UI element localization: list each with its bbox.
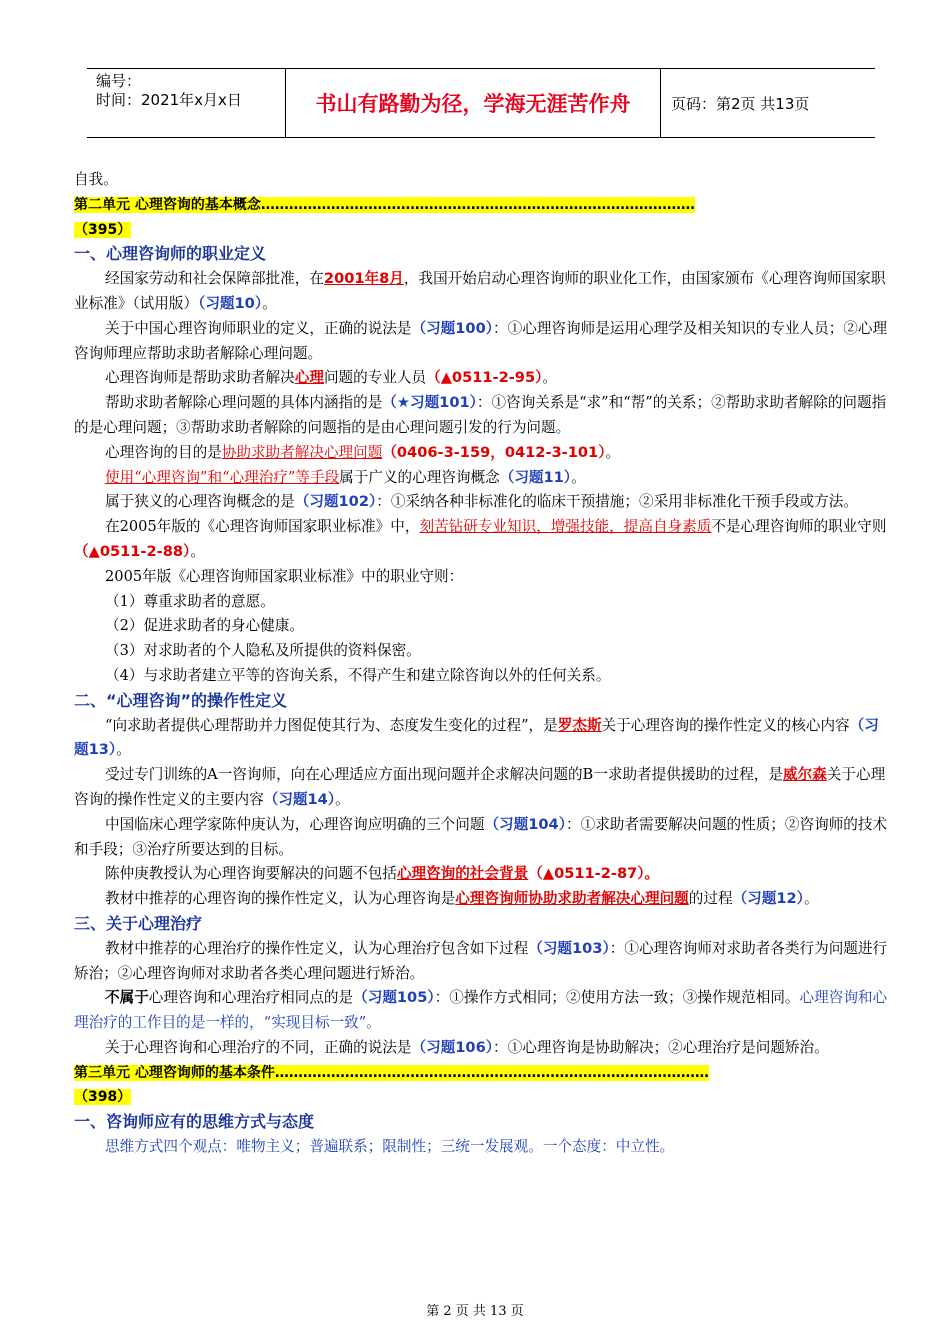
paragraph: 属于狭义的心理咨询概念的是（习题102）：①采纳各种非标准化的临床干预措施；②采用非标准化干预手段或方法。 xyxy=(105,493,858,511)
key-term: 罗杰斯 xyxy=(557,716,602,734)
exercise-ref: （习题13） xyxy=(74,716,879,759)
unit-title: 第二单元 心理咨询的基本概念 xyxy=(74,196,261,213)
paragraph: 思维方式四个观点：唯物主义；普遍联系；限制性；三统一发展观。一个态度：中立性。 xyxy=(105,1138,675,1156)
key-term: 使用“心理咨询”和“心理治疗”等手段 xyxy=(105,468,340,486)
exam-ref: （▲0511-2-88） xyxy=(74,542,191,560)
unit-leader-dots: ………………………………………………………………………………… xyxy=(274,1064,709,1081)
section-heading: 一、咨询师应有的思维方式与态度 xyxy=(74,1112,315,1132)
key-term: 协助求助者解决心理问题 xyxy=(221,443,383,461)
list-item: （3）对求助者的个人隐私及所提供的资料保密。 xyxy=(105,642,421,660)
key-term: 威尔森 xyxy=(783,766,827,784)
paragraph: 2005年版《心理咨询师国家职业标准》中的职业守则： xyxy=(105,567,464,585)
exercise-ref: （习题100） xyxy=(411,319,494,337)
exercise-ref: （习题102） xyxy=(294,493,377,511)
paragraph: 陈仲庚教授认为心理咨询要解决的问题不包括心理咨询的社会背景（▲0511-2-87）。 xyxy=(105,865,660,883)
unit-leader-dots: ………………………………………………………………………………… xyxy=(260,196,695,213)
unit-page-ref: （398） xyxy=(74,1089,132,1106)
paragraph: 自我。 xyxy=(74,171,118,188)
exam-ref: （▲0511-2-87）。 xyxy=(528,865,660,883)
section-heading: 三、关于心理治疗 xyxy=(74,913,203,933)
exercise-ref: （习题12） xyxy=(732,890,804,908)
paragraph: “向求助者提供心理帮助并力图促使其行为、态度发生变化的过程”，是罗杰斯关于心理咨询的操作性定义的核心内容（习题13）。 xyxy=(74,716,879,759)
paragraph: 教材中推荐的心理咨询的操作性定义，认为心理咨询是心理咨询师协助求助者解决心理问题的过程（习题12）。 xyxy=(105,890,819,908)
unit-heading xyxy=(74,193,890,218)
document-body xyxy=(74,168,890,1160)
list-item: （4）与求助者建立平等的咨询关系，不得产生和建立除咨询以外的任何关系。 xyxy=(105,666,611,684)
exam-ref: （▲0511-2-95） xyxy=(426,369,543,387)
paragraph: 心理咨询师是帮助求助者解决心理问题的专业人员（▲0511-2-95）。 xyxy=(105,369,558,387)
exam-ref: （0406-3-159，0412-3-101） xyxy=(382,443,606,461)
exercise-ref: （习题11） xyxy=(499,468,572,486)
paragraph: 教材中推荐的心理治疗的操作性定义，认为心理治疗包含如下过程（习题103）：①心理咨询师对求助者各类行为问题进行矫治；②心理咨询师对求助者各类心理问题进行矫治。 xyxy=(74,939,888,982)
header-serial: 编号： xyxy=(96,72,142,90)
key-term: 心理咨询的社会背景 xyxy=(396,865,529,883)
exercise-ref: （习题104） xyxy=(484,815,566,833)
list-item: （2）促进求助者的身心健康。 xyxy=(105,617,305,635)
paragraph: 心理咨询的目的是协助求助者解决心理问题（0406-3-159，0412-3-101）。 xyxy=(105,443,621,461)
paragraph: 使用“心理咨询”和“心理治疗”等手段属于广义的心理咨询概念（习题11）。 xyxy=(105,468,586,486)
exercise-ref: （习题105） xyxy=(353,989,435,1007)
list-item: （1）尊重求助者的意愿。 xyxy=(105,592,275,610)
paragraph: 经国家劳动和社会保障部批准，在2001年8月，我国开始启动心理咨询师的职业化工作，由国家颁布《心理咨询师国家职业标准》（试用版）（习题10）。 xyxy=(74,270,886,312)
exercise-ref: （习题10） xyxy=(198,294,263,312)
paragraph: 中国临床心理学家陈仲庚认为，心理咨询应明确的三个问题（习题104）：①求助者需要解决问题的性质；②咨询师的技术和手段；③治疗所要达到的目标。 xyxy=(74,815,888,858)
paragraph: 受过专门训练的A一咨询师，向在心理适应方面出现问题并企求解决问题的B一求助者提供援助的过程，是威尔森关于心理咨询的操作性定义的主要内容（习题14）。 xyxy=(74,766,886,808)
unit-title: 第三单元 心理咨询师的基本条件 xyxy=(74,1064,275,1081)
exercise-ref: （习题14） xyxy=(263,790,336,808)
exercise-ref: （习题106） xyxy=(411,1038,494,1056)
section-heading: 一、心理咨询师的职业定义 xyxy=(74,244,267,264)
paragraph: 帮助求助者解除心理问题的具体内涵指的是（★习题101）：①咨询关系是“求”和“帮”的关系；②帮助求助者解除的问题指的是心理问题；③帮助求助者解除的问题指的是由心理问题引发的行为问题。 xyxy=(74,394,887,436)
header-meta xyxy=(87,69,286,137)
unit-page-ref: （395） xyxy=(74,221,132,238)
key-term: 心理咨询师协助求助者解决心理问题 xyxy=(455,890,689,908)
exercise-ref: （习题103） xyxy=(528,939,610,957)
key-term: 心理 xyxy=(294,369,324,387)
paragraph: 关于中国心理咨询师职业的定义，正确的说法是（习题100）：①心理咨询师是运用心理学及相关知识的专业人员；②心理咨询师理应帮助求助者解除心理问题。 xyxy=(74,319,888,362)
paragraph: 在2005年版的《心理咨询师国家职业标准》中，刻苦钻研专业知识，增强技能，提高自身素质不是心理咨询师的职业守则（▲0511-2-88）。 xyxy=(74,518,887,560)
header-motto: 书山有路勤为径，学海无涯苦作舟 xyxy=(286,69,661,137)
highlight-date: 2001年8月 xyxy=(323,270,404,288)
section-heading: 二、“心理咨询”的操作性定义 xyxy=(74,690,288,710)
header-page-info: 页码：第2页 共13页 xyxy=(671,94,810,113)
exercise-ref: （★习题101） xyxy=(382,394,477,412)
key-term: 刻苦钻研专业知识，增强技能，提高自身素质 xyxy=(419,518,712,536)
page-footer: 第 2 页 共 13 页 xyxy=(426,1304,524,1319)
paragraph: 不属于心理咨询和心理治疗相同点的是（习题105）：①操作方式相同；②使用方法一致；③操作规范相同。心理咨询和心理治疗的工作目的是一样的，“实现目标一致”。 xyxy=(74,989,888,1032)
note-text: 心理咨询和心理治疗的工作目的是一样的，“实现目标一致”。 xyxy=(74,989,888,1032)
header-date: 时间：2021年x月x日 xyxy=(96,91,242,109)
unit-heading xyxy=(74,1061,890,1086)
emphasis: 不属于 xyxy=(105,989,149,1007)
page-header xyxy=(87,68,875,138)
paragraph: 关于心理咨询和心理治疗的不同，正确的说法是（习题106）：①心理咨询是协助解决；②心理治疗是问题矫治。 xyxy=(105,1038,829,1056)
